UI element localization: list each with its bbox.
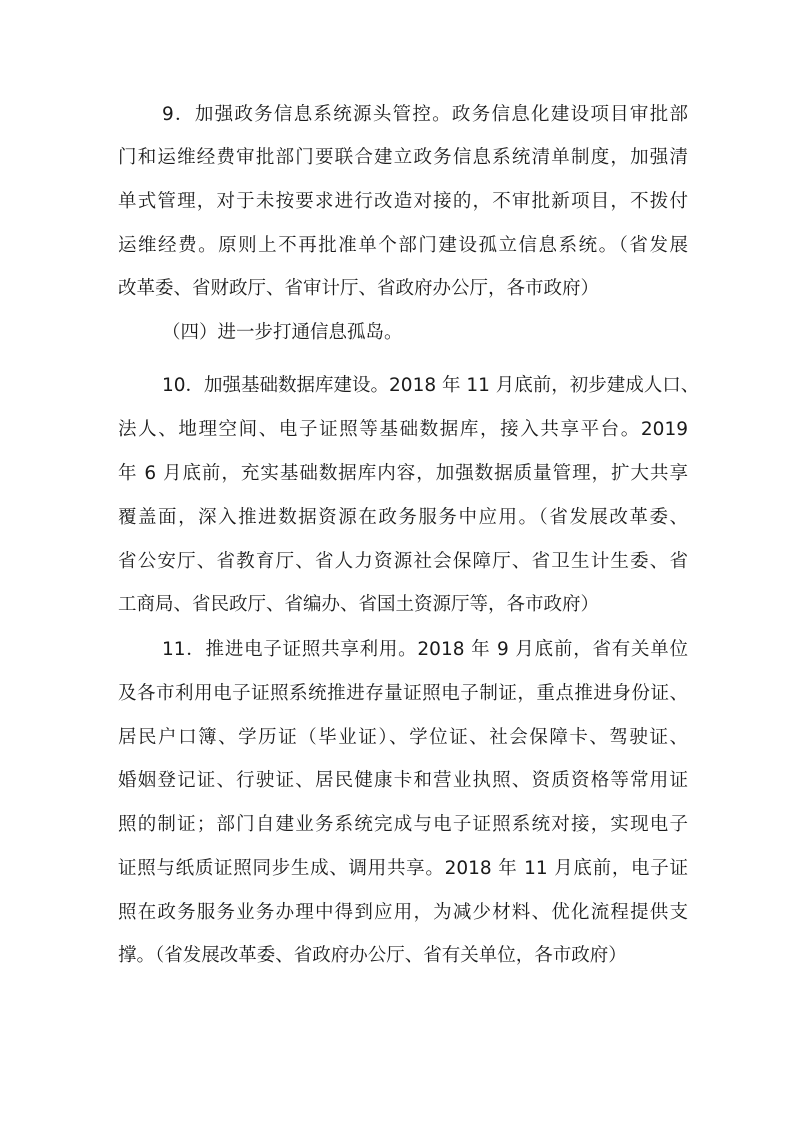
paragraph-9-line: 门和运维经费审批部门要联合建立政务信息系统清单制度，加强清 (118, 147, 688, 168)
paragraph-9-line: 9．加强政务信息系统源头管控。政务信息化建设项目审批部 (162, 104, 688, 125)
paragraph-10-line: 省公安厅、省教育厅、省人力资源社会保障厅、省卫生计生委、省 (118, 551, 688, 572)
paragraph-9-line: 单式管理，对于未按要求进行改造对接的，不审批新项目，不拨付 (118, 191, 688, 212)
paragraph-9-line: 运维经费。原则上不再批准单个部门建设孤立信息系统。（省发展 (118, 235, 688, 256)
paragraph-9-line: 改革委、省财政厅、省审计厅、省政府办公厅，各市政府） (118, 278, 600, 299)
section-heading: （四）进一步打通信息孤岛。 (162, 322, 403, 343)
paragraph-10-line: 法人、地理空间、电子证照等基础数据库，接入共享平台。2019 (118, 419, 688, 440)
paragraph-11-line: 居民户口簿、学历证（毕业证）、学位证、社会保障卡、驾驶证、 (118, 727, 688, 748)
paragraph-10-line: 10．加强基础数据库建设。2018 年 11 月底前，初步建成人口、 (162, 375, 700, 396)
paragraph-11-line: 照在政务服务业务办理中得到应用，为减少材料、优化流程提供支 (118, 902, 688, 923)
paragraph-11-line: 撑。（省发展改革委、省政府办公厅、省有关单位，各市政府） (118, 945, 627, 966)
paragraph-10-line: 覆盖面，深入推进数据资源在政务服务中应用。（省发展改革委、 (118, 507, 688, 528)
paragraph-10-line: 年 6 月底前，充实基础数据库内容，加强数据质量管理，扩大共享 (118, 463, 688, 484)
paragraph-11-line: 婚姻登记证、行驶证、居民健康卡和营业执照、资质资格等常用证 (118, 770, 688, 791)
paragraph-11-line: 11．推进电子证照共享利用。2018 年 9 月底前，省有关单位 (162, 639, 688, 660)
paragraph-11-line: 及各市利用电子证照系统推进存量证照电子制证，重点推进身份证、 (118, 683, 688, 704)
paragraph-11-line: 照的制证；部门自建业务系统完成与电子证照系统对接，实现电子 (118, 814, 688, 835)
paragraph-11-line: 证照与纸质证照同步生成、调用共享。2018 年 11 月底前，电子证 (118, 858, 688, 879)
paragraph-10-line: 工商局、省民政厅、省编办、省国土资源厅等，各市政府） (118, 594, 600, 615)
